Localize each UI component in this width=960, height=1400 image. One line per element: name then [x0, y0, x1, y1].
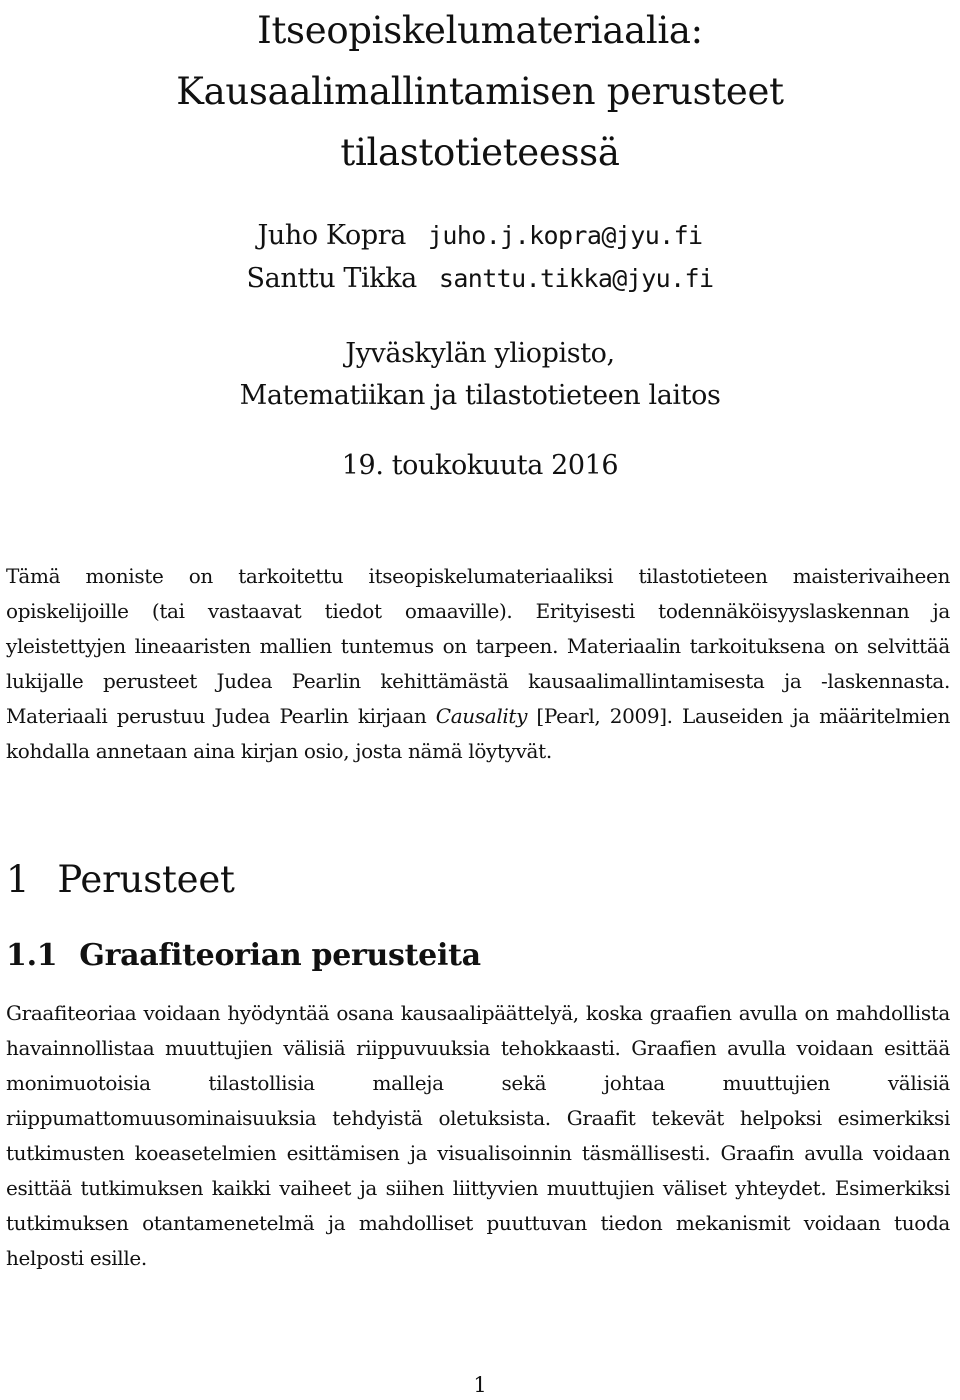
section-title: Perusteet — [57, 858, 235, 901]
document-date: 19. toukokuuta 2016 — [341, 450, 619, 481]
title-line-3: tilastotieteessä — [340, 131, 620, 174]
abstract — [6, 559, 950, 769]
title-line-2: Kausaalimallintamisen perusteet — [176, 70, 784, 113]
subsection-heading — [6, 932, 481, 980]
page-number: 1 — [473, 1373, 487, 1397]
body-paragraph: Graafiteoriaa voidaan hyödyntää osana kausaalipäättelyä, koska graafien avulla on mahdollista havainnollistaa muuttujien välisiä riippuvuuksia tehokkaasti. Graafien avulla voidaan esittää monimuotoisia tilastollisia malleja sekä johtaa muuttujien välisiä riippumattomuusominaisuuksia tehdyistä oletuksista. Graafit tekevät helpoksi esimerkiksi tutkimusten koeasetelmien esittämisen ja visualisoinnin täsmällisesti. Graafin avulla voidaan esittää tutkimuksen kaikki vaiheet ja siihen liittyvien muuttujien väliset yhteydet. Esimerkiksi tutkimuksen otantamenetelmä ja mahdolliset puuttuvan tiedon mekanismit voidaan tuoda helposti esille. — [6, 1001, 950, 1270]
author-line — [0, 257, 960, 300]
title-line-1: Itseopiskelumateriaalia: — [257, 9, 703, 52]
author-line — [0, 214, 960, 257]
subsection-number: 1.1 — [6, 938, 58, 973]
abstract-text-1: Tämä moniste on tarkoitettu itseopiskelumateriaaliksi tilastotieteen maisterivaiheen opiskelijoille (tai vastaavat tiedot omaaville). Erityisesti todennäköisyyslaskennan ja yleistettyjen lineaaristen mallien tuntemus on tarpeen. Materiaalin tarkoituksena on selvittää lukijalle perusteet Judea Pearlin kehittämästä kausaalimallintamisesta ja -laskennasta. Materiaali perustuu Judea Pearlin kirjaan — [6, 564, 950, 728]
affiliation — [0, 333, 960, 417]
subsection-title: Graafiteorian perusteita — [79, 938, 481, 973]
document-title — [100, 0, 860, 183]
affiliation-line-1: Jyväskylän yliopisto, — [345, 338, 615, 369]
abstract-paragraph — [6, 559, 950, 769]
author-block — [0, 214, 960, 300]
author-email[interactable]: santtu.tikka@jyu.fi — [438, 264, 714, 293]
author-name: Santtu Tikka — [246, 263, 417, 294]
abstract-text-2: [Pearl, 2009]. Lauseiden ja määritelmien kohdalla annetaan aina kirjan osio, josta nämä löytyvät. — [6, 704, 950, 763]
author-email[interactable]: juho.j.kopra@jyu.fi — [427, 221, 703, 250]
section-heading — [6, 852, 235, 908]
author-name: Juho Kopra — [257, 220, 406, 251]
affiliation-line-2: Matematiikan ja tilastotieteen laitos — [239, 380, 721, 411]
book-title: Causality — [435, 704, 528, 728]
section-number: 1 — [6, 858, 30, 901]
body-text — [6, 996, 950, 1276]
